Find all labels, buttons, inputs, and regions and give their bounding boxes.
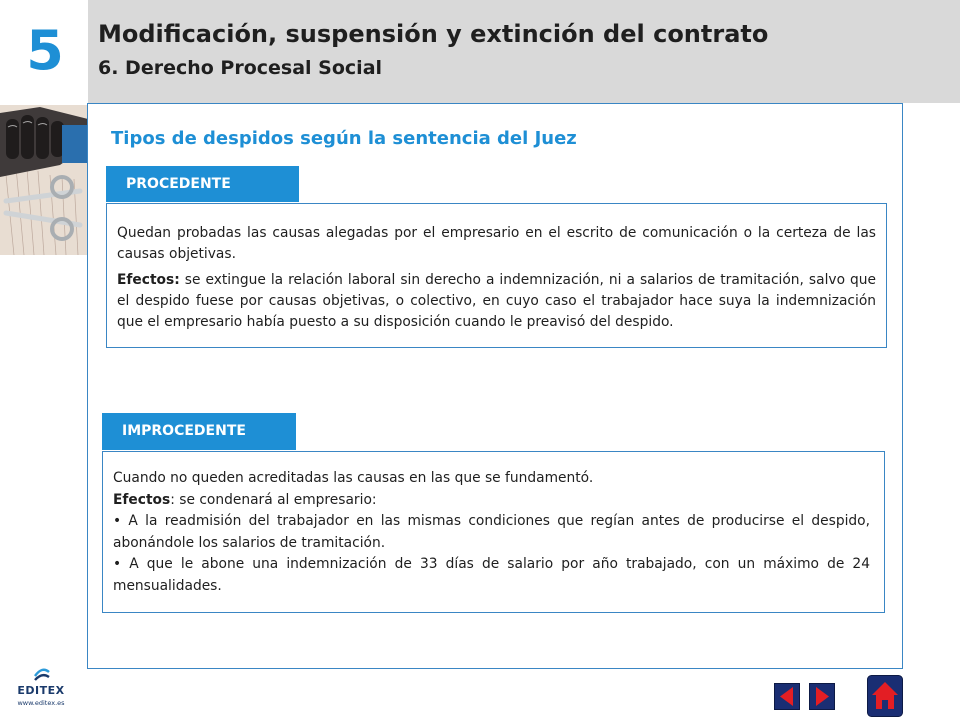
- header-bar: [0, 0, 960, 103]
- procedente-effects: [117, 270, 876, 333]
- tab-improcedente: IMPROCEDENTE: [102, 413, 296, 450]
- improcedente-effects-text: : se condenará al empresario:: [170, 491, 377, 508]
- tab-procedente: PROCEDENTE: [106, 166, 299, 202]
- editex-logo: [10, 666, 72, 716]
- procedente-effects-text: se extingue la relación laboral sin derecho a indemnización, ni a salarios de tramitación, salvo que el despido fuese por causas objetivas, o colectivo, en cuyo caso el trabajador hace suya la indemnización que el empresario había puesto a su disposición cuando le preavisó del despido.: [117, 272, 876, 330]
- chapter-number: 5: [26, 19, 64, 82]
- procedente-box: [106, 203, 887, 348]
- improcedente-box: [102, 451, 885, 613]
- improcedente-bullet-2: • A que le abone una indemnización de 33 días de salario por año trabajado, con un máximo de 24 mensualidades.: [113, 556, 870, 594]
- improcedente-bullet-1: • A la readmisión del trabajador en las mismas condiciones que regían antes de producirse el despido, abonándole los salarios de tramitación.: [113, 513, 870, 551]
- procedente-description: Quedan probadas las causas alegadas por el empresario en el escrito de comunicación o la certeza de las causas objetivas.: [117, 225, 876, 262]
- next-button[interactable]: [809, 683, 835, 710]
- home-button[interactable]: [867, 675, 903, 717]
- page-subtitle: 6. Derecho Procesal Social: [98, 57, 383, 79]
- previous-button[interactable]: [774, 683, 800, 710]
- improcedente-description: Cuando no queden acreditadas las causas en las que se fundamentó.: [113, 470, 594, 486]
- editex-logo-url: www.editex.es: [17, 699, 65, 707]
- hand-scissors-illustration: [0, 105, 88, 255]
- improcedente-effects-label: Efectos: [113, 491, 171, 508]
- section-title: Tipos de despidos según la sentencia del Juez: [111, 128, 577, 149]
- page-title: Modificación, suspensión y extinción del contrato: [98, 20, 769, 48]
- editex-logo-mark-icon: [34, 666, 50, 682]
- improcedente-effects: [113, 490, 870, 512]
- editex-logo-text: EDITEX: [17, 684, 65, 697]
- procedente-effects-label: Efectos:: [117, 272, 180, 288]
